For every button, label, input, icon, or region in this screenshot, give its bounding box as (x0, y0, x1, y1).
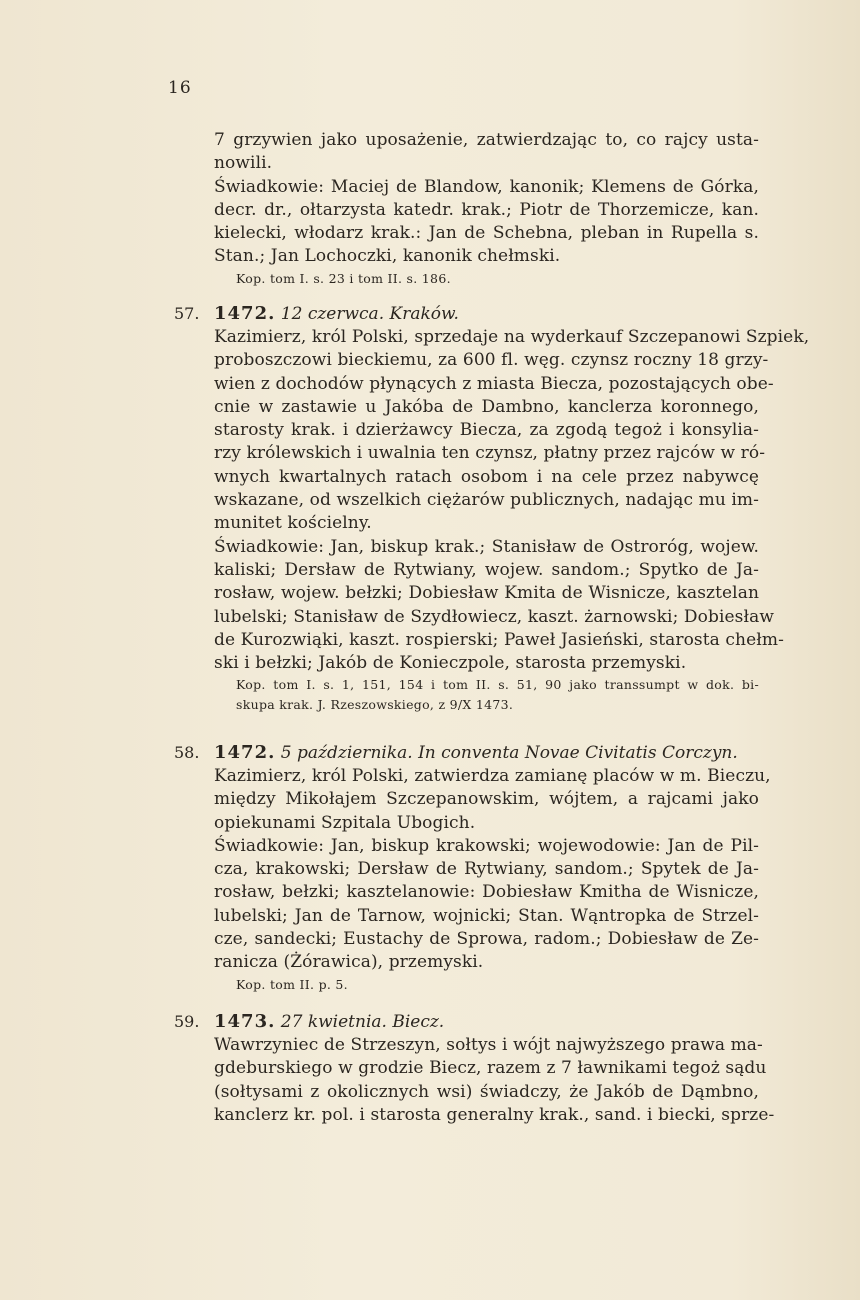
entry-heading (174, 1010, 759, 1034)
text-line: kanclerz kr. pol. i starosta generalny krak., sand. i biecki, sprze- (214, 1104, 775, 1125)
text-line: (sołtysami z okolicznych wsi) świadczy, że Jakób de Dąmbno, (214, 1081, 759, 1102)
entry-year: 1472. (214, 742, 276, 763)
source-reference: Kop. tom I. s. 23 i tom II. s. 186. (236, 270, 451, 286)
text-line: wien z dochodów płynących z miasta Biecza, pozostających obe- (214, 373, 774, 394)
entry-date-place: 12 czerwca. Kraków. (280, 304, 459, 324)
text-line: rzy królewskich i uwalnia ten czynsz, płatny przez rajców w ró- (214, 443, 766, 464)
text-line: lubelski; Jan de Tarnow, wojnicki; Stan. Wąntropka de Strzel- (214, 905, 759, 926)
entry-number: 58. (174, 743, 200, 762)
text-line: Kazimierz, król Polski, zatwierdza zamianę placów w m. Bieczu, (214, 766, 771, 786)
text-line: Kazimierz, król Polski, sprzedaje na wyderkauf Szczepanowi Szpiek, (214, 327, 810, 347)
entry-date-place: 5 października. In conventa Novae Civitatis Corczyn. (280, 743, 738, 763)
text-line: Świadkowie: Jan, biskup krakowski; wojewodowie: Jan de Pil- (214, 835, 759, 856)
text-line: gdeburskiego w grodzie Biecz, razem z 7 ławnikami tegoż sądu (214, 1058, 767, 1079)
continuation-block (214, 129, 759, 289)
entry-year: 1472. (214, 303, 276, 324)
entry-59 (174, 1010, 775, 1127)
entry-date-place: 27 kwietnia. Biecz. (280, 1012, 445, 1032)
text-line: kaliski; Dersław de Rytwiany, wojew. sandom.; Spytko de Ja- (214, 559, 759, 580)
text-line: Świadkowie: Jan, biskup krak.; Stanisław de Ostroróg, wojew. (214, 536, 759, 557)
entry-heading (174, 302, 759, 326)
text-line: nowili. (214, 153, 273, 174)
text-line: cnie w zastawie u Jakóba de Dambno, kanclerza koronnego, (214, 396, 759, 417)
source-reference: skupa krak. J. Rzeszowskiego, z 9/X 1473. (236, 697, 514, 713)
text-line: decr. dr., ołtarzysta katedr. krak.; Piotr de Thorzemicze, kan. (214, 199, 759, 220)
entry-heading (174, 741, 759, 765)
entry-number: 57. (174, 304, 200, 323)
text-line: starosty krak. i dzierżawcy Biecza, za zgodą tegoż i konsylia- (214, 420, 759, 441)
text-line: 7 grzywien jako uposażenie, zatwierdzając to, co rajcy usta- (214, 130, 759, 150)
text-line: opiekunami Szpitala Ubogich. (214, 812, 476, 833)
page-number: 16 (168, 78, 192, 98)
source-reference: Kop. tom II. p. 5. (236, 976, 348, 992)
text-line: lubelski; Stanisław de Szydłowiecz, kaszt. żarnowski; Dobiesław (214, 606, 774, 627)
text-line: de Kurozwiąki, kaszt. rospierski; Paweł Jasieński, starosta chełm- (214, 629, 784, 650)
text-line: cza, krakowski; Dersław de Rytwiany, sandom.; Spytek de Ja- (214, 859, 759, 880)
text-line: Stan.; Jan Lochoczki, kanonik chełmski. (214, 246, 561, 267)
text-line: proboszczowi bieckiemu, za 600 fl. węg. czynsz roczny 18 grzy- (214, 350, 769, 371)
text-line: wnych kwartalnych ratach osobom i na cele przez nabywcę (214, 466, 759, 487)
text-line: Wawrzyniec de Strzeszyn, sołtys i wójt najwyższego prawa ma- (214, 1035, 763, 1055)
text-line: rosław, bełzki; kasztelanowie: Dobiesław Kmitha de Wisnicze, (214, 882, 759, 903)
entry-58 (174, 741, 771, 995)
text-line: wskazane, od wszelkich ciężarów publicznych, nadając mu im- (214, 490, 759, 511)
text-line: kielecki, włodarz krak.: Jan de Schebna, pleban in Rupella s. (214, 223, 759, 244)
text-line: Świadkowie: Maciej de Blandow, kanonik; Klemens de Górka, (214, 176, 759, 197)
text-line: ski i bełzki; Jakób de Konieczpole, starosta przemyski. (214, 653, 687, 674)
text-line: między Mikołajem Szczepanowskim, wójtem, a rajcami jako (214, 789, 759, 810)
text-line: cze, sandecki; Eustachy de Sprowa, radom.; Dobiesław de Ze- (214, 929, 759, 950)
text-line: rosław, wojew. bełzki; Dobiesław Kmita de Wisnicze, kasztelan (214, 583, 759, 604)
source-reference: Kop. tom I. s. 1, 151, 154 i tom II. s. 51, 90 jako transsumpt w dok. bi- (236, 677, 759, 693)
text-line: munitet kościelny. (214, 513, 372, 534)
entry-57 (174, 302, 810, 715)
text-line: ranicza (Żórawica), przemyski. (214, 952, 484, 973)
entry-year: 1473. (214, 1011, 276, 1032)
entry-number: 59. (174, 1012, 200, 1031)
